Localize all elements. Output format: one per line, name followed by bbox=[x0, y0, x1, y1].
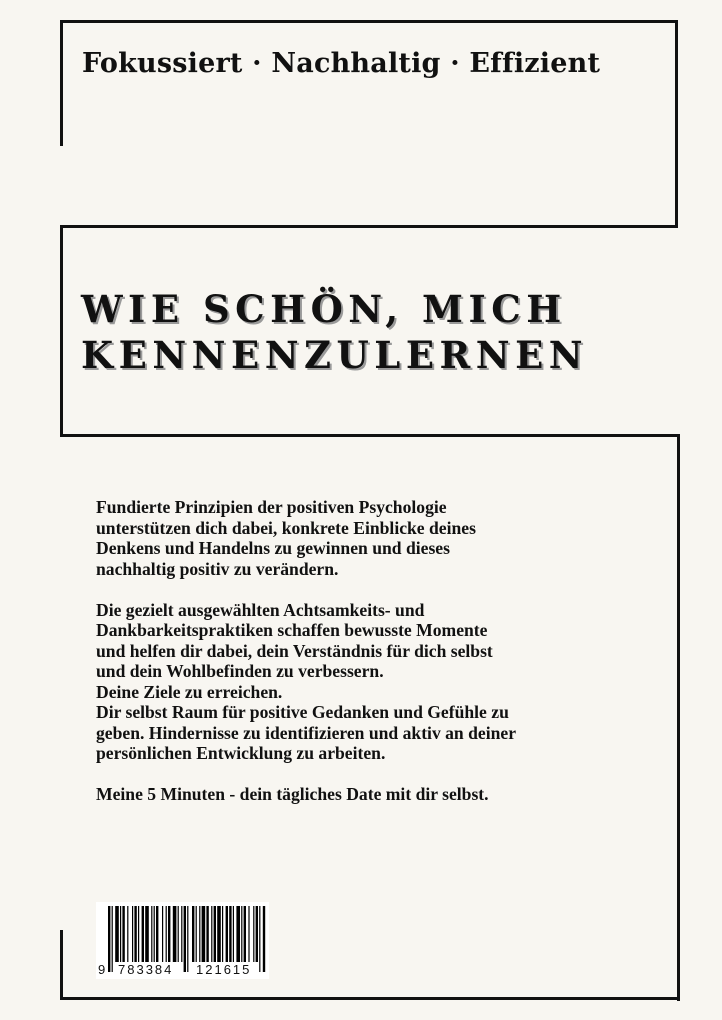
isbn-barcode bbox=[96, 902, 269, 979]
barcode-bar bbox=[145, 906, 149, 962]
blurb-line: Denkens und Handelns zu gewinnen und dieses bbox=[96, 538, 450, 558]
barcode-bar bbox=[120, 906, 121, 962]
frame-right-upper-line bbox=[675, 20, 678, 228]
barcode-bar bbox=[214, 906, 216, 962]
blurb-line: und helfen dir dabei, dein Verständnis für dich selbst bbox=[96, 640, 493, 661]
blurb-line: Die gezielt ausgewählten Achtsamkeits- und bbox=[96, 599, 425, 620]
tagline: Fokussiert · Nachhaltig · Effizient bbox=[82, 48, 601, 79]
frame-bottom-left-line bbox=[60, 930, 63, 1000]
barcode-bar bbox=[154, 906, 155, 962]
barcode-bar bbox=[178, 906, 179, 962]
barcode-bar bbox=[168, 906, 170, 962]
frame-middle-bottom-line bbox=[60, 434, 680, 437]
barcode-bar bbox=[192, 906, 194, 962]
barcode-bar bbox=[236, 906, 240, 962]
barcode-bar bbox=[211, 906, 212, 962]
barcode-bar bbox=[206, 906, 208, 962]
barcode-bar bbox=[217, 906, 221, 962]
blurb-line: unterstützen dich dabei, konkrete Einblicke deines bbox=[96, 517, 476, 538]
barcode-bar bbox=[132, 906, 133, 962]
barcode-bar bbox=[138, 906, 139, 962]
barcode-bar bbox=[199, 906, 200, 962]
blurb-line: Dankbarkeitspraktiken schaffen bewusste Momente bbox=[96, 620, 488, 640]
barcode-bar bbox=[196, 906, 197, 962]
barcode-bar bbox=[248, 906, 249, 962]
frame-top-left-line bbox=[60, 20, 63, 146]
barcode-bar bbox=[127, 906, 128, 962]
barcode-bar bbox=[256, 906, 258, 962]
frame-bottom-line bbox=[60, 997, 680, 1000]
frame-middle-top-line bbox=[60, 225, 678, 228]
barcode-bar bbox=[142, 906, 144, 962]
blurb-line: Deine Ziele zu erreichen. bbox=[96, 681, 283, 702]
barcode-bar bbox=[222, 906, 223, 962]
barcode-bar bbox=[173, 906, 177, 962]
back-cover-blurb bbox=[96, 497, 616, 805]
isbn-group-1: 783384 bbox=[118, 962, 174, 977]
blurb-line: Fundierte Prinzipien der positiven Psychologie bbox=[96, 497, 447, 517]
blurb-paragraph-3: Meine 5 Minuten - dein tägliches Date mit dir selbst. bbox=[96, 784, 489, 804]
blurb-line: nachhaltig positiv zu verändern. bbox=[96, 558, 339, 579]
blurb-paragraph-1 bbox=[96, 497, 616, 579]
blurb-line: und dein Wohlbefinden zu verbessern. bbox=[96, 661, 384, 681]
barcode-bar bbox=[115, 906, 119, 962]
barcode-bar bbox=[151, 906, 152, 962]
barcode-bar bbox=[202, 906, 206, 962]
frame-top-line bbox=[60, 20, 678, 23]
barcode-bar bbox=[156, 906, 158, 962]
barcode-bar bbox=[229, 906, 231, 962]
barcode-bar bbox=[244, 906, 246, 962]
isbn-group-2: 121615 bbox=[196, 962, 252, 977]
barcode-bar bbox=[166, 906, 167, 962]
blurb-line: Dir selbst Raum für positive Gedanken und Gefühle zu bbox=[96, 702, 509, 722]
blurb-line: geben. Hindernisse zu identifizieren und aktiv an deiner bbox=[96, 722, 516, 743]
frame-right-lower-line bbox=[677, 434, 680, 1001]
blurb-line: persönlichen Entwicklung zu arbeiten. bbox=[96, 743, 386, 763]
blurb-paragraph-2 bbox=[96, 600, 616, 764]
barcode-bar bbox=[181, 906, 182, 962]
book-title-line-2: KENNENZULERNEN bbox=[81, 333, 589, 377]
barcode-bar bbox=[122, 906, 124, 962]
barcode-bar bbox=[162, 906, 163, 962]
isbn-digits bbox=[96, 962, 269, 978]
barcode-bar bbox=[241, 906, 242, 962]
book-title-line-1: WIE SCHÖN, MICH bbox=[81, 287, 567, 331]
barcode-bar bbox=[253, 906, 254, 962]
barcode-bar bbox=[226, 906, 228, 962]
isbn-prefix: 9 bbox=[98, 962, 106, 977]
barcode-bar bbox=[134, 906, 136, 962]
barcode-bar bbox=[233, 906, 234, 962]
book-title bbox=[81, 286, 588, 378]
frame-left-middle-line bbox=[60, 225, 63, 437]
